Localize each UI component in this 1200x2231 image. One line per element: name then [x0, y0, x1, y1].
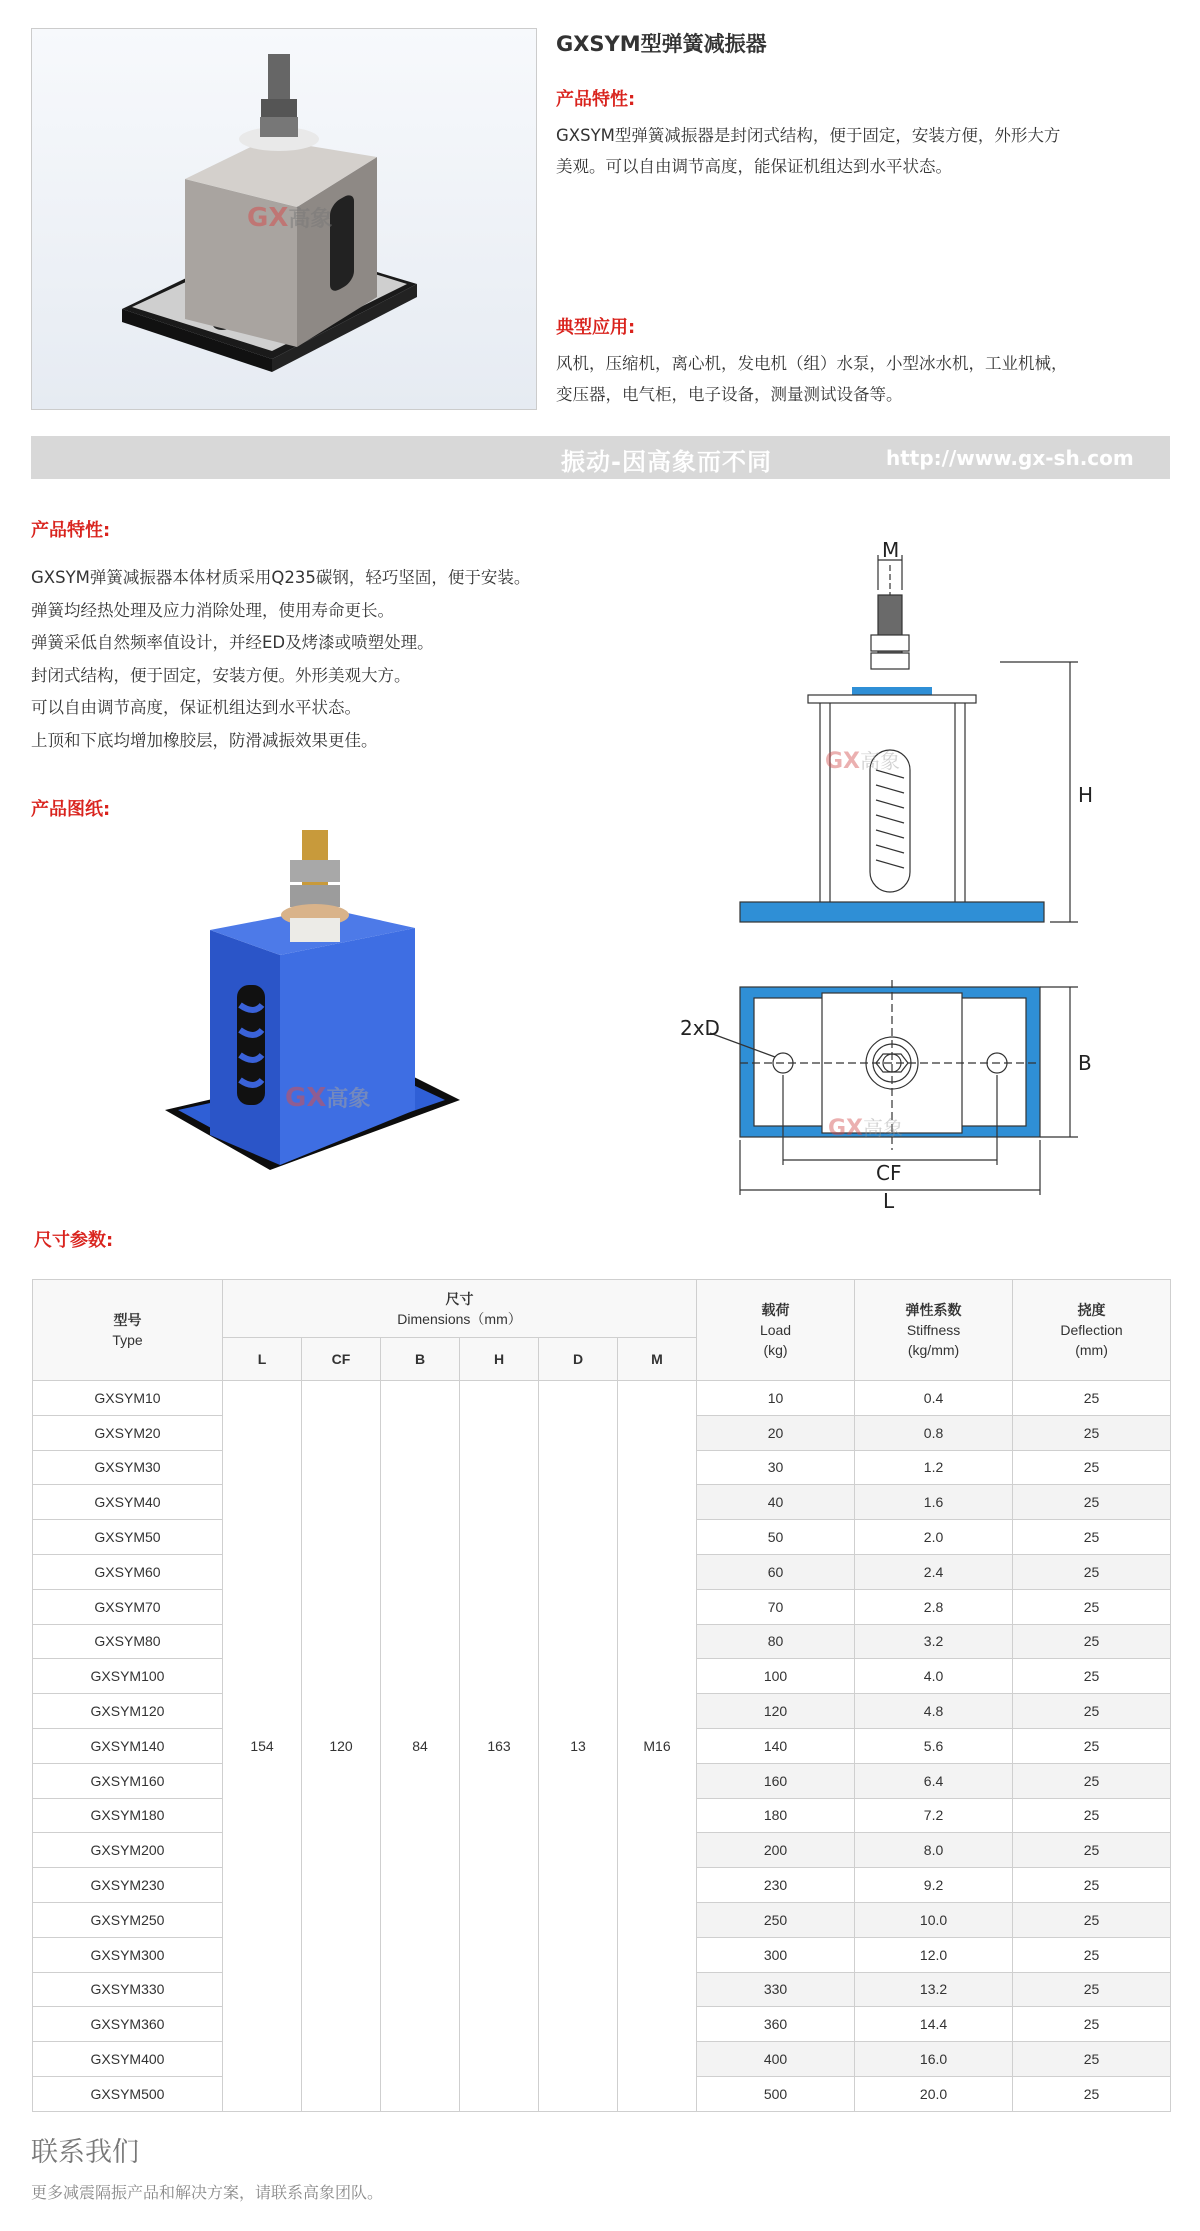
cell-stiffness: 0.8	[855, 1415, 1013, 1450]
cell-load: 140	[697, 1728, 855, 1763]
cell-type: GXSYM400	[33, 2042, 223, 2077]
cell-deflection: 25	[1013, 1415, 1171, 1450]
cell-b: 84	[381, 1381, 460, 2112]
cell-deflection: 25	[1013, 1763, 1171, 1798]
features-text	[556, 120, 1176, 182]
col-l: L	[223, 1338, 302, 1381]
product-photo-blue	[160, 810, 460, 1210]
col-b: B	[381, 1338, 460, 1381]
cell-load: 40	[697, 1485, 855, 1520]
col-load: 载荷 Load (kg)	[697, 1280, 855, 1381]
cell-type: GXSYM300	[33, 1937, 223, 1972]
cell-deflection: 25	[1013, 1902, 1171, 1937]
cell-stiffness: 4.0	[855, 1659, 1013, 1694]
cell-deflection: 25	[1013, 1833, 1171, 1868]
cell-stiffness: 8.0	[855, 1833, 1013, 1868]
cell-stiffness: 20.0	[855, 2076, 1013, 2111]
col-type: 型号 Type	[33, 1280, 223, 1381]
cell-m: M16	[618, 1381, 697, 2112]
cell-deflection: 25	[1013, 1624, 1171, 1659]
cell-stiffness: 9.2	[855, 1868, 1013, 1903]
cell-type: GXSYM200	[33, 1833, 223, 1868]
cell-deflection: 25	[1013, 1554, 1171, 1589]
cell-stiffness: 0.4	[855, 1381, 1013, 1416]
features-heading: 产品特性:	[556, 89, 636, 110]
feature-item: 可以自由调节高度，保证机组达到水平状态。	[31, 698, 361, 717]
cell-deflection: 25	[1013, 1798, 1171, 1833]
cell-stiffness: 12.0	[855, 1937, 1013, 1972]
cell-stiffness: 16.0	[855, 2042, 1013, 2077]
contact-subtitle: 更多减震隔振产品和解决方案，请联系高象团队。	[31, 2183, 384, 2202]
label-b: B	[1078, 1051, 1092, 1075]
cell-type: GXSYM70	[33, 1589, 223, 1624]
cell-deflection: 25	[1013, 1694, 1171, 1729]
applications-text-line: 风机，压缩机，离心机，发电机（组）水泵，小型冰水机，工业机械，	[556, 354, 1068, 373]
watermark-logo: GX高象	[285, 1083, 371, 1113]
cell-deflection: 25	[1013, 1450, 1171, 1485]
cell-d: 13	[539, 1381, 618, 2112]
cell-type: GXSYM50	[33, 1520, 223, 1555]
cell-type: GXSYM120	[33, 1694, 223, 1729]
cell-load: 70	[697, 1589, 855, 1624]
cell-type: GXSYM40	[33, 1485, 223, 1520]
label-m: M	[882, 540, 900, 562]
applications-heading: 典型应用:	[556, 317, 636, 338]
cell-cf: 120	[302, 1381, 381, 2112]
cell-load: 180	[697, 1798, 855, 1833]
cell-stiffness: 14.4	[855, 2007, 1013, 2042]
cell-type: GXSYM160	[33, 1763, 223, 1798]
cell-deflection: 25	[1013, 1937, 1171, 1972]
cell-load: 20	[697, 1415, 855, 1450]
cell-deflection: 25	[1013, 1589, 1171, 1624]
cell-type: GXSYM330	[33, 1972, 223, 2007]
cell-load: 60	[697, 1554, 855, 1589]
slogan-banner	[31, 436, 1170, 479]
cell-type: GXSYM140	[33, 1728, 223, 1763]
feature-item: 弹簧均经热处理及应力消除处理，使用寿命更长。	[31, 600, 394, 620]
label-cf: CF	[876, 1161, 902, 1185]
cell-deflection: 25	[1013, 2007, 1171, 2042]
cell-deflection: 25	[1013, 1972, 1171, 2007]
drawing-section-heading: 产品图纸:	[31, 799, 111, 820]
table-row	[33, 1381, 1171, 1416]
technical-drawing	[680, 540, 1140, 1240]
cell-type: GXSYM30	[33, 1450, 223, 1485]
watermark-logo: GX	[828, 1116, 864, 1141]
banner-url[interactable]: http://www.gx-sh.com	[886, 446, 1134, 470]
cell-load: 160	[697, 1763, 855, 1798]
cell-l: 154	[223, 1381, 302, 2112]
cell-deflection: 25	[1013, 1728, 1171, 1763]
features-text-line: GXSYM型弹簧减振器是封闭式结构，便于固定，安装方便，外形大方	[556, 126, 1061, 145]
cell-type: GXSYM60	[33, 1554, 223, 1589]
cell-deflection: 25	[1013, 1381, 1171, 1416]
spec-table	[32, 1279, 1171, 2112]
cell-deflection: 25	[1013, 1520, 1171, 1555]
cell-stiffness: 2.8	[855, 1589, 1013, 1624]
cell-type: GXSYM20	[33, 1415, 223, 1450]
cell-type: GXSYM360	[33, 2007, 223, 2042]
front-view	[740, 555, 1078, 922]
cell-load: 10	[697, 1381, 855, 1416]
cell-type: GXSYM80	[33, 1624, 223, 1659]
watermark-logo-cn: 高象	[863, 1116, 903, 1140]
label-h: H	[1078, 783, 1094, 807]
features-text-line: 美观。可以自由调节高度，能保证机组达到水平状态。	[556, 157, 952, 176]
label-d: 2xD	[680, 1016, 720, 1040]
cell-stiffness: 13.2	[855, 1972, 1013, 2007]
cell-stiffness: 10.0	[855, 1902, 1013, 1937]
cell-load: 80	[697, 1624, 855, 1659]
features-list	[31, 562, 631, 757]
cell-stiffness: 6.4	[855, 1763, 1013, 1798]
cell-load: 360	[697, 2007, 855, 2042]
cell-deflection: 25	[1013, 1485, 1171, 1520]
cell-stiffness: 1.6	[855, 1485, 1013, 1520]
cell-type: GXSYM180	[33, 1798, 223, 1833]
cell-deflection: 25	[1013, 2042, 1171, 2077]
cell-load: 50	[697, 1520, 855, 1555]
feature-item: 封闭式结构，便于固定，安装方便。外形美观大方。	[31, 665, 411, 685]
cell-load: 200	[697, 1833, 855, 1868]
applications-text	[556, 348, 1176, 410]
cell-load: 500	[697, 2076, 855, 2111]
col-cf: CF	[302, 1338, 381, 1381]
col-deflection: 挠度 Deflection (mm)	[1013, 1280, 1171, 1381]
feature-item: 弹簧采低自然频率值设计，并经ED及烤漆或喷塑处理。	[31, 633, 434, 652]
cell-type: GXSYM100	[33, 1659, 223, 1694]
specs-heading: 尺寸参数:	[34, 1230, 114, 1251]
cell-load: 100	[697, 1659, 855, 1694]
cell-deflection: 25	[1013, 1659, 1171, 1694]
feature-item: GXSYM弹簧减振器本体材质采用Q235碳钢，轻巧坚固，便于安装。	[31, 568, 531, 587]
cell-type: GXSYM500	[33, 2076, 223, 2111]
cell-stiffness: 2.0	[855, 1520, 1013, 1555]
cell-load: 400	[697, 2042, 855, 2077]
applications-text-line: 变压器，电气柜，电子设备，测量测试设备等。	[556, 385, 903, 404]
col-h: H	[460, 1338, 539, 1381]
banner-slogan: 振动-因高象而不同	[561, 448, 772, 476]
col-d: D	[539, 1338, 618, 1381]
product-render-image	[31, 28, 537, 410]
cell-deflection: 25	[1013, 2076, 1171, 2111]
cell-stiffness: 5.6	[855, 1728, 1013, 1763]
cell-deflection: 25	[1013, 1868, 1171, 1903]
watermark-logo: GX	[825, 749, 861, 774]
col-m: M	[618, 1338, 697, 1381]
features-section-heading: 产品特性:	[31, 520, 111, 541]
cell-stiffness: 3.2	[855, 1624, 1013, 1659]
col-stiffness: 弹性系数 Stiffness (kg/mm)	[855, 1280, 1013, 1381]
cell-load: 250	[697, 1902, 855, 1937]
cell-stiffness: 7.2	[855, 1798, 1013, 1833]
col-dimensions: 尺寸 Dimensions（mm）	[223, 1280, 697, 1338]
cell-type: GXSYM250	[33, 1902, 223, 1937]
cell-load: 230	[697, 1868, 855, 1903]
cell-stiffness: 4.8	[855, 1694, 1013, 1729]
cell-h: 163	[460, 1381, 539, 2112]
watermark-logo: GX高象	[247, 203, 333, 233]
label-l: L	[883, 1189, 895, 1213]
cell-load: 120	[697, 1694, 855, 1729]
cell-load: 300	[697, 1937, 855, 1972]
cell-type: GXSYM230	[33, 1868, 223, 1903]
cell-load: 30	[697, 1450, 855, 1485]
product-title: GXSYM型弹簧减振器	[556, 32, 767, 56]
cell-stiffness: 1.2	[855, 1450, 1013, 1485]
feature-item: 上顶和下底均增加橡胶层，防滑减振效果更佳。	[31, 730, 378, 750]
watermark-logo-cn: 高象	[860, 749, 900, 773]
cell-load: 330	[697, 1972, 855, 2007]
contact-title: 联系我们	[31, 2137, 139, 2168]
cell-stiffness: 2.4	[855, 1554, 1013, 1589]
cell-type: GXSYM10	[33, 1381, 223, 1416]
